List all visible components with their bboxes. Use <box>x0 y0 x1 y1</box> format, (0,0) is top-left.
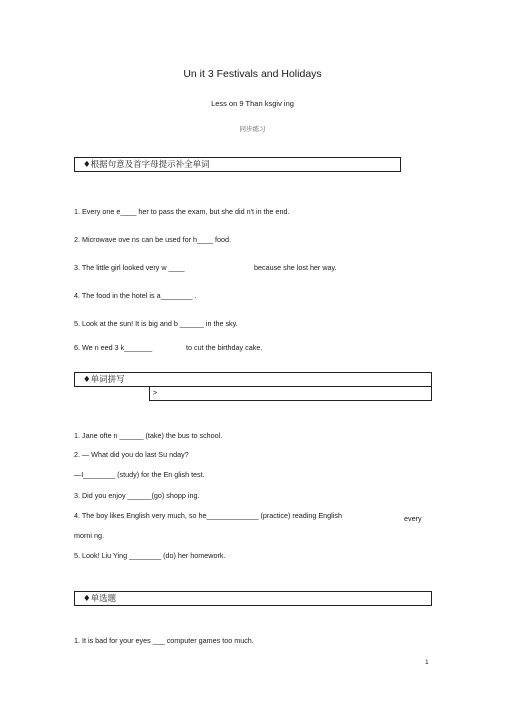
question-item: —I________ (study) for the En glish test. <box>74 470 205 479</box>
question-item: 2. — What did you do last Su nday? <box>74 450 189 459</box>
section-heading-multiple-choice: ♦单选题 <box>74 591 432 606</box>
section-heading-fill-in: ♦根据句意及首字母提示补全单词 <box>74 157 401 172</box>
question-item: 4. The food in the hotel is a________ . <box>74 291 197 300</box>
question-item: 6. We n eed 3 k_______ <box>74 343 153 352</box>
section-sub-row: > <box>149 387 432 401</box>
question-item-tail: every <box>404 514 422 523</box>
question-item: 4. The boy likes English very much, so he_____________ (practice) reading English <box>74 511 342 520</box>
section-heading-spelling: ♦单词拼写 <box>74 372 432 387</box>
page-number: 1 <box>425 659 429 666</box>
question-item: 5. Look! Liu Ying ________ (do) her homework. <box>74 551 226 560</box>
lesson-subtitle: Less on 9 Than ksgiv ing <box>211 99 294 108</box>
question-item: 1. Jane ofte n ______ (take) the bus to school. <box>74 431 223 440</box>
question-item: 1. It is bad for your eyes ___ computer games too much. <box>74 636 254 645</box>
page-title: Un it 3 Festivals and Holidays <box>183 68 322 80</box>
question-item: 5. Look at the sun! It is big and b ______ in the sky. <box>74 319 238 328</box>
practice-tag: 同步练习 <box>239 125 266 133</box>
question-item: morni ng. <box>74 531 104 540</box>
question-item: 2. Microwave ove ns can be used for h____ food. <box>74 235 232 244</box>
question-item: 1. Every one e____ her to pass the exam, but she did n't in the end. <box>74 207 290 216</box>
question-item: 3. Did you enjoy ______(go) shopp ing. <box>74 491 200 500</box>
question-item-tail: to cut the birthday cake. <box>186 343 263 352</box>
question-item-tail: because she lost her way. <box>254 263 337 272</box>
question-item: 3. The little girl looked very w ____ <box>74 263 185 272</box>
